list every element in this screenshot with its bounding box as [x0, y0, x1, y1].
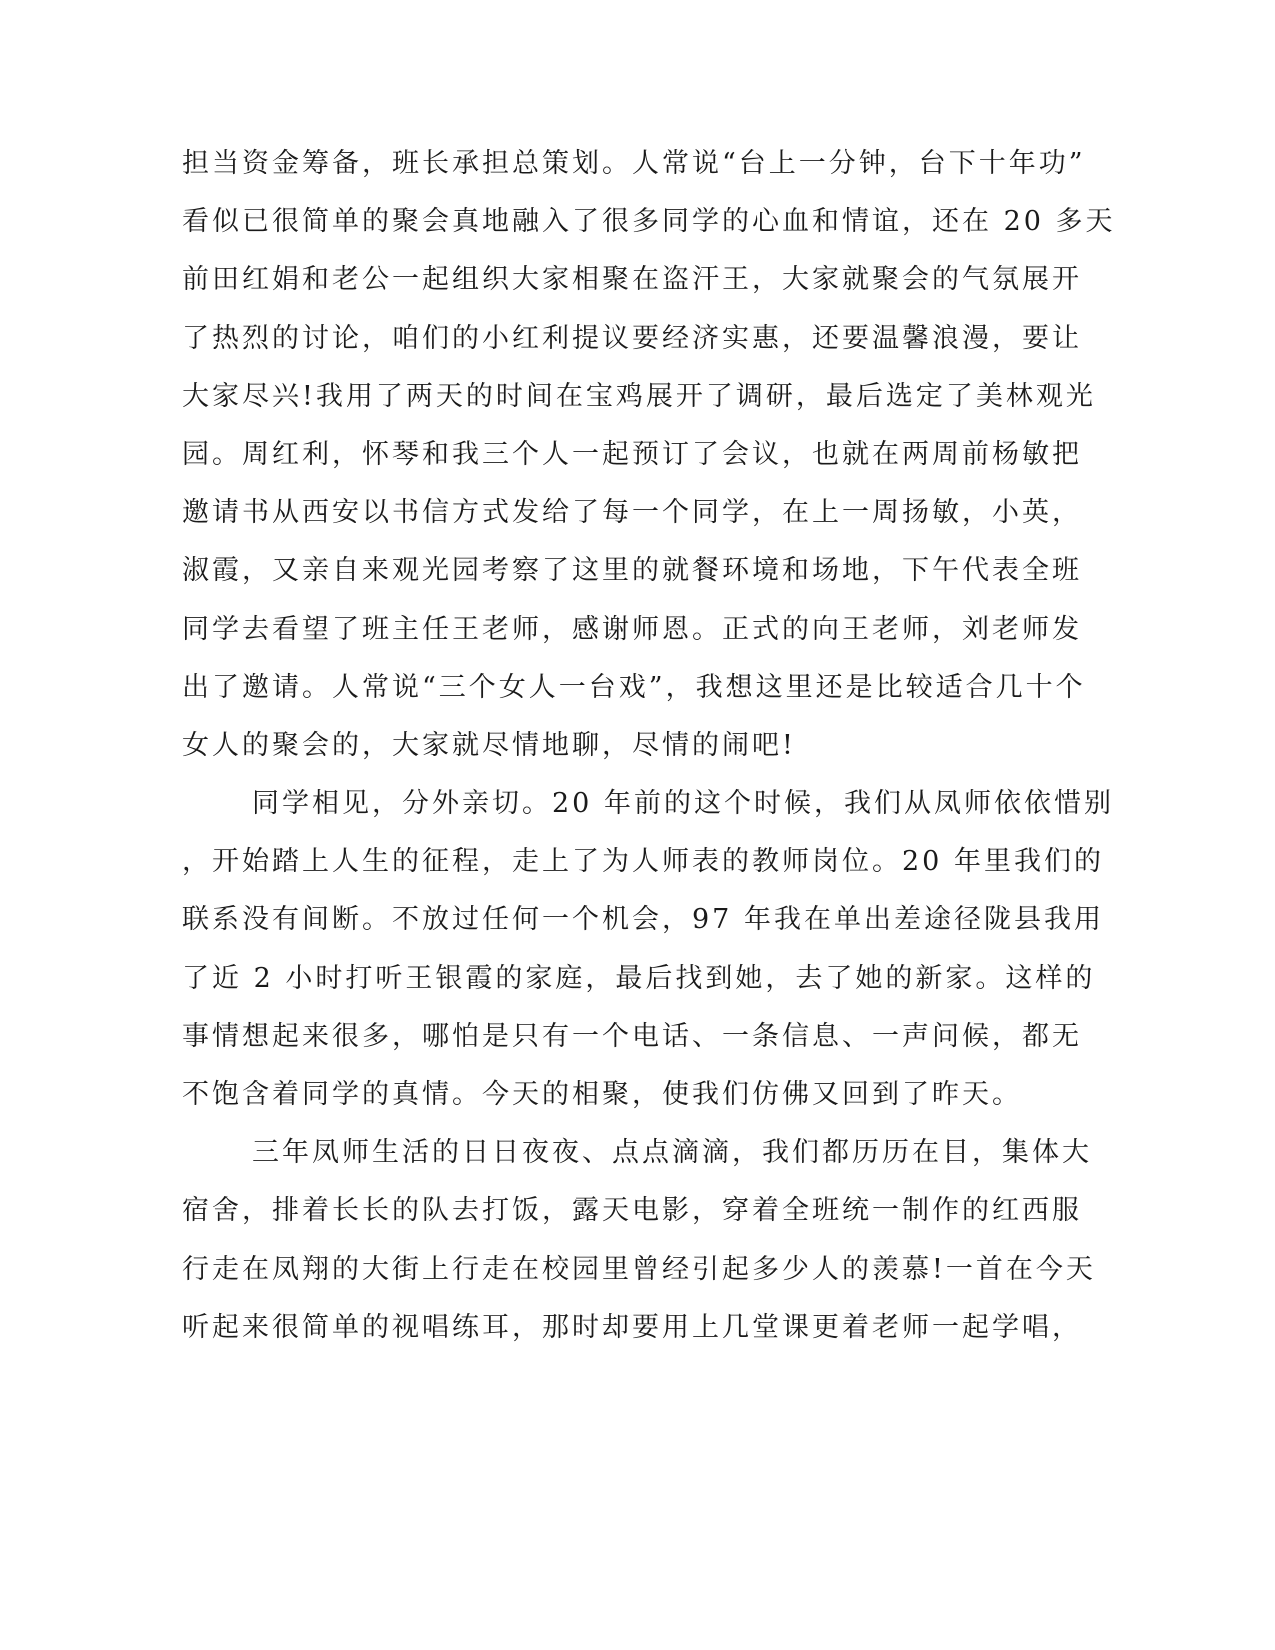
text-line: 事情想起来很多，哪怕是只有一个电话、一条信息、一声问候，都无: [182, 1020, 1082, 1052]
text-line: 联系没有间断。不放过任何一个机会，97 年我在单出差途径陇县我用: [182, 904, 1104, 936]
text-line: 听起来很简单的视唱练耳，那时却要用上几堂课更着老师一起学唱，: [182, 1311, 1082, 1343]
text-line: 了热烈的讨论，咱们的小红利提议要经济实惠，还要温馨浪漫，要让: [182, 322, 1082, 354]
text-line: 行走在凤翔的大街上行走在校园里曾经引起多少人的羡慕!一首在今天: [182, 1253, 1096, 1285]
text-line: 淑霞，又亲自来观光园考察了这里的就餐环境和场地，下午代表全班: [182, 555, 1082, 587]
text-line: 出了邀请。人常说“三个女人一台戏”，我想这里还是比较适合几十个: [182, 671, 1086, 703]
text-line: 女人的聚会的，大家就尽情地聊，尽情的闹吧!: [182, 729, 796, 761]
text-line: ，开始踏上人生的征程，走上了为人师表的教师岗位。20 年里我们的: [182, 846, 1104, 878]
text-line: 前田红娟和老公一起组织大家相聚在盗汗王，大家就聚会的气氛展开: [182, 264, 1082, 296]
text-line: 园。周红利，怀琴和我三个人一起预订了会议，也就在两周前杨敏把: [182, 438, 1082, 470]
paragraph-first-line: 三年凤师生活的日日夜夜、点点滴滴，我们都历历在目，集体大: [252, 1137, 1092, 1169]
text-line: 大家尽兴!我用了两天的时间在宝鸡展开了调研，最后选定了美林观光: [182, 380, 1096, 412]
text-line: 看似已很简单的聚会真地融入了很多同学的心血和情谊，还在 20 多天: [182, 206, 1116, 238]
paragraph-first-line: 同学相见，分外亲切。20 年前的这个时候，我们从凤师依依惜别: [252, 788, 1114, 820]
text-line: 了近 2 小时打听王银霞的家庭，最后找到她，去了她的新家。这样的: [182, 962, 1096, 994]
text-line: 担当资金筹备，班长承担总策划。人常说“台上一分钟，台下十年功”: [182, 148, 1086, 179]
text-line: 同学去看望了班主任王老师，感谢师恩。正式的向王老师，刘老师发: [182, 613, 1082, 645]
text-line: 不饱含着同学的真情。今天的相聚，使我们仿佛又回到了昨天。: [182, 1079, 1022, 1110]
text-line: 邀请书从西安以书信方式发给了每一个同学，在上一周扬敏，小英，: [182, 497, 1082, 529]
text-line: 宿舍，排着长长的队去打饭，露天电影，穿着全班统一制作的红西服: [182, 1195, 1082, 1227]
body-text: [182, 135, 1116, 1357]
